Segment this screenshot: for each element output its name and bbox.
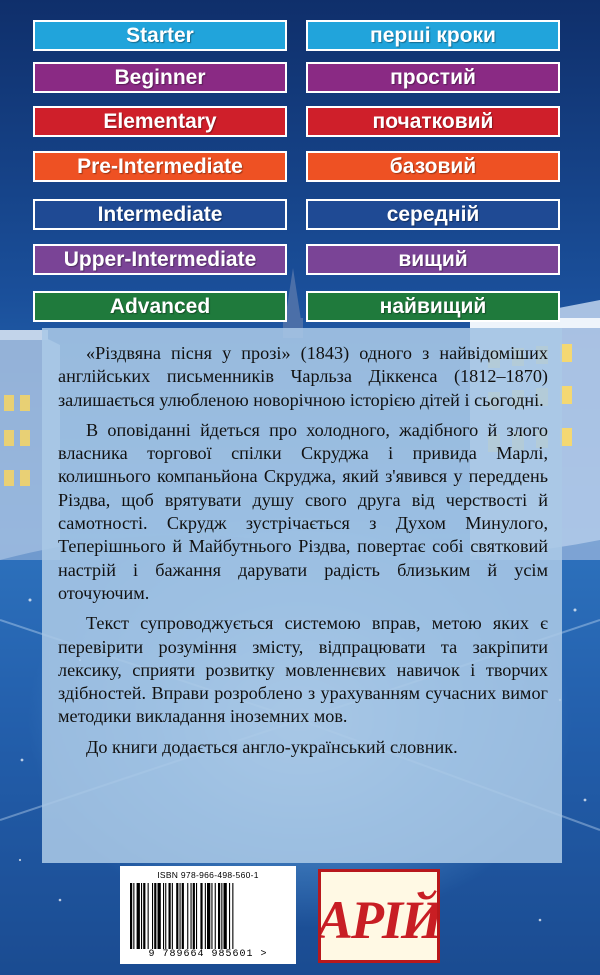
publisher-logo [318, 869, 440, 963]
description-paragraph-4: До книги додається англо-український словник. [86, 736, 458, 757]
ean-digits: 9 789664 985601 > [148, 949, 268, 960]
level-upper-intermediate-uk: вищий [306, 244, 560, 275]
level-beginner-uk: простий [306, 62, 560, 93]
publisher-logo-mark [321, 872, 437, 960]
publisher-logo-text: АРІЙ [321, 890, 437, 950]
level-starter-en: Starter [33, 20, 287, 51]
level-advanced-en: Advanced [33, 291, 287, 322]
description-box [42, 328, 562, 863]
isbn-number: ISBN 978-966-498-560-1 [157, 870, 259, 880]
level-elementary-uk: початковий [306, 106, 560, 137]
barcode [120, 866, 296, 964]
level-pre-intermediate-en: Pre-Intermediate [33, 151, 287, 182]
description-paragraph-2: В оповіданні йдеться про холодного, жадібного й злого власника торгової спілки Скруджа і привида Марлі, колишнього компаньйона Скруджа, який з'явився у переддень Різдва, щоб врятувати душу свого друга від черствості й самотності. Скрудж зустрічається з Духом Минулого, Теперішнього й Майбутнього Різдва, повертає собі святковий настрій і бажання дарувати радість близьким й усім оточуючим. [58, 419, 548, 603]
description-paragraph-3: Текст супроводжується системою вправ, метою яких є перевірити розуміння змісту, відпрацювати та закріпити лексику, сприяти розвитку мовленнєвих навичок і творчих здібностей. Вправи розроблено з урахуванням сучасних вимог методики викладання іноземних мов. [58, 613, 548, 727]
level-upper-intermediate-en: Upper-Intermediate [33, 244, 287, 275]
level-advanced-uk: найвищий [306, 291, 560, 322]
level-elementary-en: Elementary [33, 106, 287, 137]
level-intermediate-en: Intermediate [33, 199, 287, 230]
level-beginner-en: Beginner [33, 62, 287, 93]
description-paragraph-1: «Різдвяна пісня у прозі» (1843) одного з найвідоміших англійських письменників Чарльза Діккенса (1812–1870) залишається улюбленою новорічною історією дітей і сьогодні. [58, 343, 548, 410]
level-starter-uk: перші кроки [306, 20, 560, 51]
barcode-bars [126, 883, 290, 949]
level-intermediate-uk: середній [306, 199, 560, 230]
level-pre-intermediate-uk: базовий [306, 151, 560, 182]
